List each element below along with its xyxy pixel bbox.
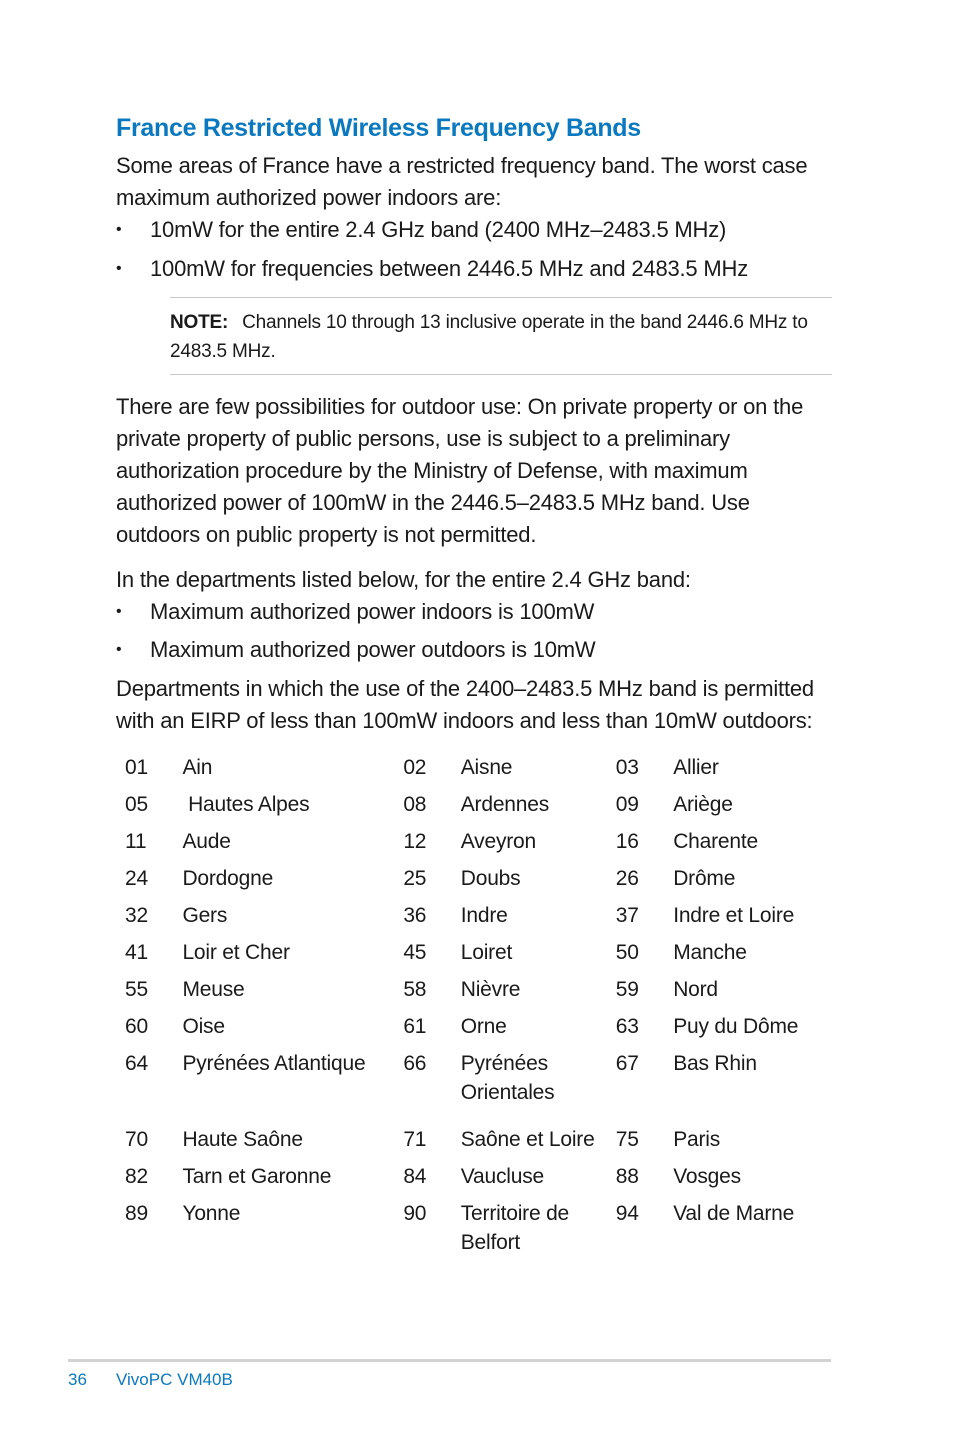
department-name: Indre bbox=[460, 904, 508, 927]
department-name: Ain bbox=[182, 756, 213, 779]
department-name: Drôme bbox=[673, 867, 736, 890]
department-code: 41 bbox=[125, 941, 148, 964]
department-name: Pyrénées Orientales bbox=[460, 1052, 555, 1104]
department-code: 84 bbox=[403, 1165, 427, 1188]
department-name: Nord bbox=[673, 978, 718, 1001]
bullet-text: Maximum authorized power indoors is 100mW bbox=[150, 599, 595, 624]
department-code: 01 bbox=[125, 756, 148, 779]
department-name: Oise bbox=[182, 1015, 225, 1038]
department-code: 37 bbox=[615, 904, 639, 927]
bullet-icon: • bbox=[116, 603, 122, 620]
department-code: 94 bbox=[615, 1202, 639, 1225]
note-box bbox=[170, 297, 832, 375]
department-code: 71 bbox=[403, 1128, 427, 1151]
department-code: 03 bbox=[615, 756, 639, 779]
department-code: 11 bbox=[125, 830, 147, 853]
department-code: 63 bbox=[615, 1015, 639, 1038]
department-name: Manche bbox=[673, 941, 747, 964]
department-name: Paris bbox=[673, 1128, 721, 1151]
department-name: Gers bbox=[182, 904, 228, 927]
department-code: 70 bbox=[125, 1128, 148, 1151]
bullet-icon: • bbox=[116, 641, 122, 658]
list-item bbox=[116, 596, 832, 628]
department-name: Nièvre bbox=[460, 978, 521, 1001]
department-name: Aisne bbox=[460, 756, 513, 779]
departments-intro: In the departments listed below, for the entire 2.4 GHz band: bbox=[116, 567, 691, 592]
department-name: Ariège bbox=[673, 793, 733, 816]
department-name: Charente bbox=[673, 830, 758, 853]
bullet-text: 100mW for frequencies between 2446.5 MHz and 2483.5 MHz bbox=[150, 256, 748, 281]
department-name: Aveyron bbox=[460, 830, 537, 853]
intro-paragraph: Some areas of France have a restricted frequency band. The worst case maximum authorized power indoors are: bbox=[116, 153, 808, 210]
eirp-paragraph: Departments in which the use of the 2400–2483.5 MHz band is permitted with an EIRP of less than 100mW indoors and less than 10mW outdoors: bbox=[116, 676, 814, 733]
department-name: Loiret bbox=[460, 941, 513, 964]
bullet-text: Maximum authorized power outdoors is 10mW bbox=[150, 637, 596, 662]
department-name: Yonne bbox=[182, 1202, 241, 1225]
list-item bbox=[116, 253, 832, 285]
department-code: 67 bbox=[615, 1052, 639, 1075]
department-code: 08 bbox=[403, 793, 427, 816]
product-name: VivoPC VM40B bbox=[116, 1370, 233, 1389]
department-code: 36 bbox=[403, 904, 427, 927]
department-name: Allier bbox=[673, 756, 719, 779]
department-code: 24 bbox=[125, 867, 148, 890]
department-code: 09 bbox=[615, 793, 639, 816]
department-name: Dordogne bbox=[182, 867, 274, 890]
department-code: 25 bbox=[403, 867, 427, 890]
department-name: Ardennes bbox=[460, 793, 550, 816]
table-row bbox=[125, 1125, 832, 1162]
section-heading: France Restricted Wireless Frequency Bands bbox=[116, 114, 641, 142]
department-name: Vaucluse bbox=[460, 1165, 544, 1188]
department-name: Territoire de Belfort bbox=[460, 1202, 575, 1254]
department-name: Saône et Loire bbox=[460, 1128, 595, 1151]
departments-bullet-list bbox=[116, 596, 832, 666]
department-name: Pyrénées Atlantique bbox=[182, 1052, 366, 1075]
list-item bbox=[116, 634, 832, 666]
department-name: Hautes Alpes bbox=[182, 793, 310, 816]
department-name: Orne bbox=[460, 1015, 507, 1038]
department-code: 50 bbox=[615, 941, 639, 964]
departments-table bbox=[125, 753, 832, 1265]
department-code: 16 bbox=[615, 830, 639, 853]
note-text: Channels 10 through 13 inclusive operate in the band 2446.6 MHz to 2483.5 MHz. bbox=[170, 312, 808, 362]
page-footer bbox=[68, 1359, 831, 1389]
table-row bbox=[125, 1162, 832, 1199]
department-code: 58 bbox=[403, 978, 427, 1001]
table-row bbox=[125, 864, 832, 901]
department-code: 55 bbox=[125, 978, 148, 1001]
department-code: 60 bbox=[125, 1015, 148, 1038]
table-row bbox=[125, 790, 832, 827]
department-name: Val de Marne bbox=[673, 1202, 795, 1225]
department-name: Tarn et Garonne bbox=[182, 1165, 332, 1188]
department-code: 82 bbox=[125, 1165, 148, 1188]
department-code: 26 bbox=[615, 867, 639, 890]
department-code: 05 bbox=[125, 793, 148, 816]
table-row bbox=[125, 975, 832, 1012]
bullet-icon: • bbox=[116, 221, 122, 238]
department-name: Haute Saône bbox=[182, 1128, 303, 1151]
outdoor-paragraph: There are few possibilities for outdoor use: On private property or on the private property of public persons, use is subject to a preliminary authorization procedure by the Ministry of Defense, with maximum authorized power of 100mW in the 2446.5–2483.5 MHz band. Use outdoors on public property is not permitted. bbox=[116, 394, 804, 547]
department-name: Puy du Dôme bbox=[673, 1015, 799, 1038]
department-code: 45 bbox=[403, 941, 427, 964]
table-row bbox=[125, 1012, 832, 1049]
department-code: 59 bbox=[615, 978, 639, 1001]
department-name: Meuse bbox=[182, 978, 245, 1001]
table-row bbox=[125, 1199, 832, 1265]
list-item bbox=[116, 214, 832, 246]
department-code: 75 bbox=[615, 1128, 639, 1151]
table-row bbox=[125, 938, 832, 975]
table-row bbox=[125, 1049, 832, 1125]
power-bullet-list bbox=[116, 214, 832, 285]
department-code: 66 bbox=[403, 1052, 427, 1075]
department-name: Doubs bbox=[460, 867, 521, 890]
department-name: Vosges bbox=[673, 1165, 741, 1188]
department-code: 61 bbox=[403, 1015, 427, 1038]
department-name: Indre et Loire bbox=[673, 904, 795, 927]
department-name: Aude bbox=[182, 830, 231, 853]
table-row bbox=[125, 753, 832, 790]
table-row bbox=[125, 901, 832, 938]
bullet-text: 10mW for the entire 2.4 GHz band (2400 MHz–2483.5 MHz) bbox=[150, 217, 727, 242]
page-content bbox=[116, 110, 832, 1265]
bullet-icon: • bbox=[116, 260, 122, 277]
department-name: Bas Rhin bbox=[673, 1052, 757, 1075]
department-code: 02 bbox=[403, 756, 427, 779]
department-name: Loir et Cher bbox=[182, 941, 290, 964]
department-code: 89 bbox=[125, 1202, 148, 1225]
department-code: 90 bbox=[403, 1202, 427, 1225]
department-code: 64 bbox=[125, 1052, 148, 1075]
department-code: 88 bbox=[615, 1165, 639, 1188]
note-label: NOTE: bbox=[170, 312, 229, 333]
page-number: 36 bbox=[68, 1370, 87, 1389]
table-row bbox=[125, 827, 832, 864]
department-code: 12 bbox=[403, 830, 427, 853]
department-code: 32 bbox=[125, 904, 148, 927]
